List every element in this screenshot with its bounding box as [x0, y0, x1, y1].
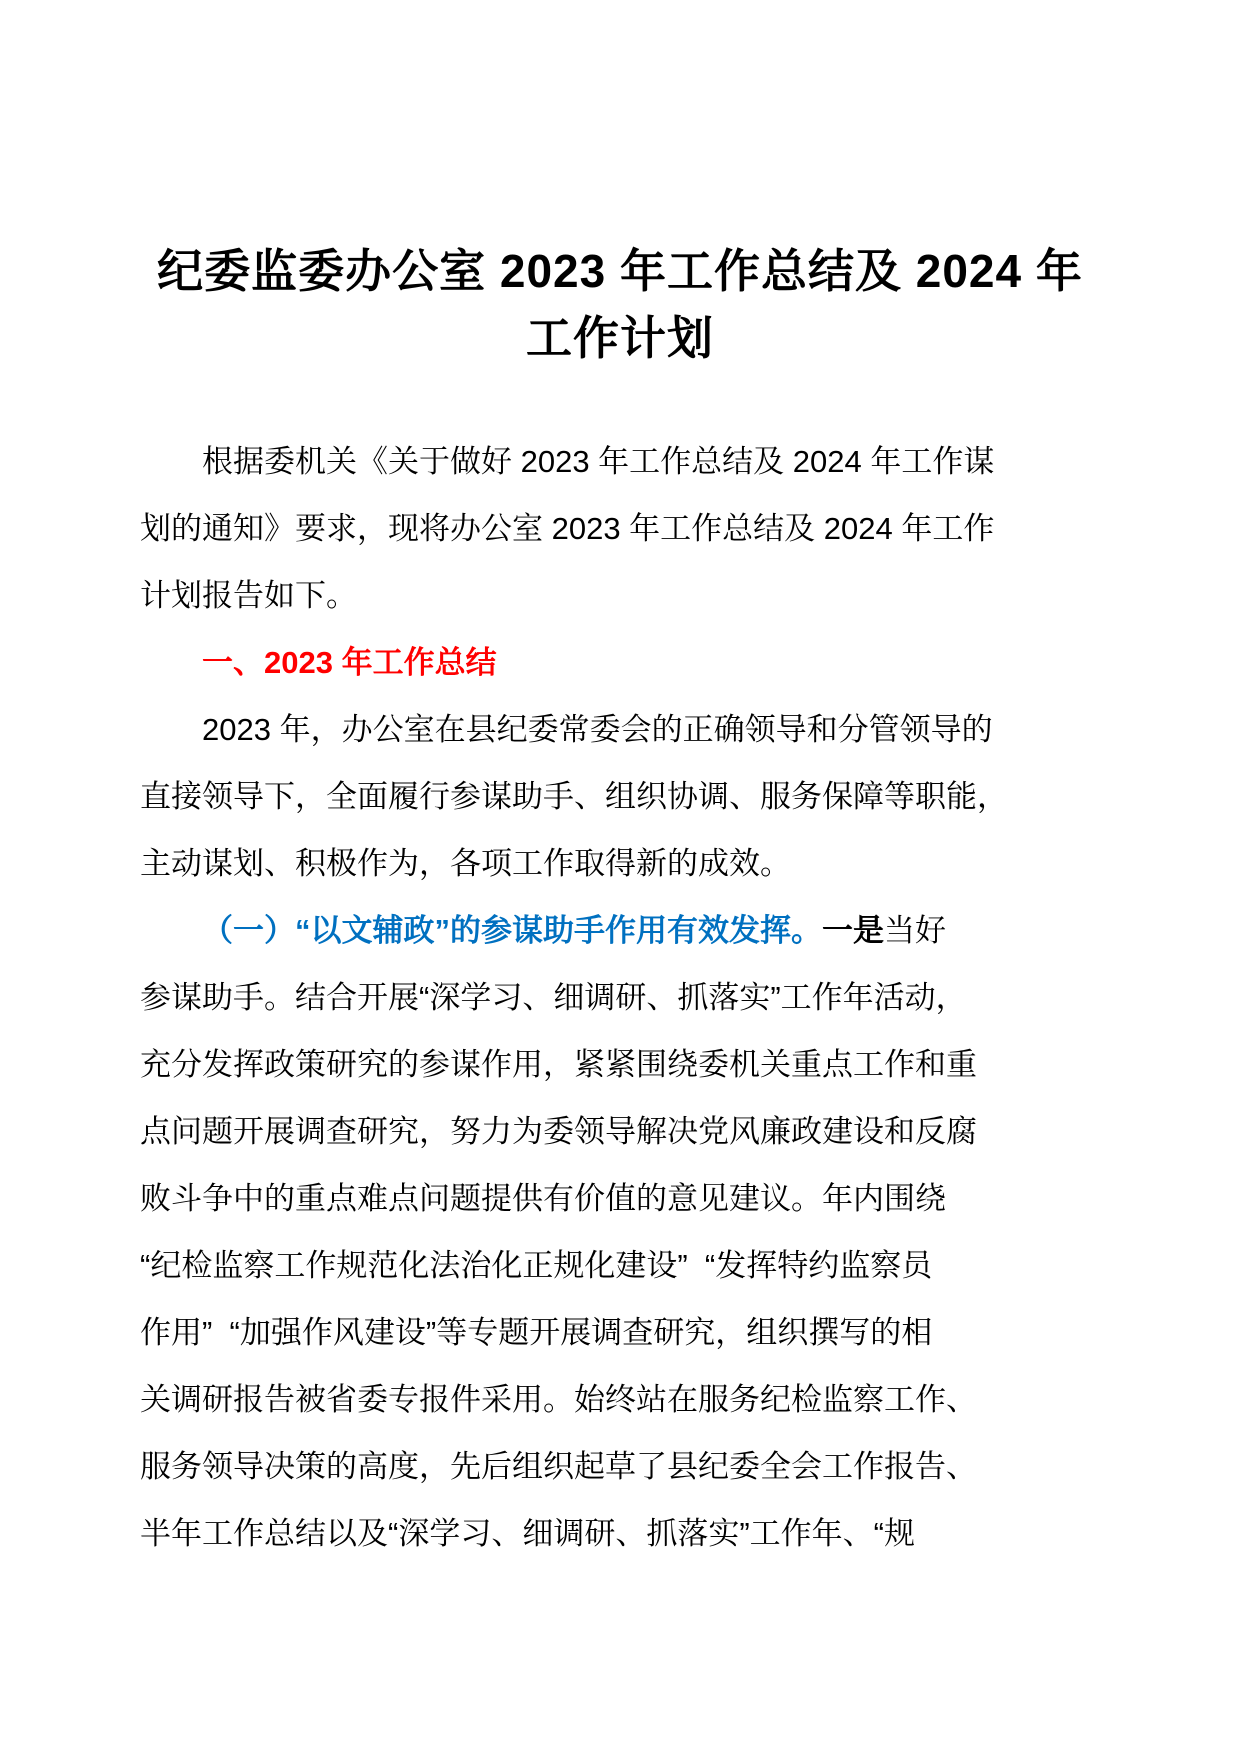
summary-paragraph: [140, 696, 1100, 897]
paragraph-line: 计划报告如下。: [140, 578, 357, 613]
paragraph-line: 半年工作总结以及“深学习、细调研、抓落实”工作年、“规: [140, 1516, 915, 1551]
paragraph-line: 2023 年，办公室在县纪委常委会的正确领导和分管领导的: [202, 712, 993, 747]
paragraph-line: 参谋助手。结合开展“深学习、细调研、抓落实”工作年活动，: [140, 980, 967, 1015]
section-heading-red: 一、2023 年工作总结: [202, 645, 497, 680]
document-title-line-1: 纪委监委办公室 2023 年工作总结及 2024 年: [157, 245, 1083, 297]
paragraph-line: 点问题开展调查研究，努力为委领导解决党风廉政建设和反腐: [140, 1114, 977, 1149]
paragraph-line: 服务领导决策的高度，先后组织起草了县纪委全会工作报告、: [140, 1449, 977, 1484]
paragraph-line: 主动谋划、积极作为，各项工作取得新的成效。: [140, 846, 791, 881]
paragraph-line: 划的通知》要求，现将办公室 2023 年工作总结及 2024 年工作: [140, 511, 995, 546]
paragraph-line: 作用” “加强作风建设”等专题开展调查研究，组织撰写的相: [140, 1315, 933, 1350]
document-title: [140, 238, 1100, 372]
paragraph-line: 充分发挥政策研究的参谋作用，紧紧围绕委机关重点工作和重: [140, 1047, 977, 1082]
paragraph-line: 根据委机关《关于做好 2023 年工作总结及 2024 年工作谋: [202, 444, 995, 479]
paragraph-line: [140, 897, 1100, 964]
sub-heading-blue: （一）“以文辅政”的参谋助手作用有效发挥。: [202, 913, 822, 948]
paragraph-text: 当好: [884, 913, 946, 948]
document-body: [140, 428, 1100, 1567]
paragraph-line: 关调研报告被省委专报件采用。始终站在服务纪检监察工作、: [140, 1382, 977, 1417]
paragraph-line: 直接领导下，全面履行参谋助手、组织协调、服务保障等职能，: [140, 779, 1008, 814]
document-title-line-2: 工作计划: [526, 312, 714, 364]
paragraph-line: “纪检监察工作规范化法治化正规化建设” “发挥特约监察员: [140, 1248, 933, 1283]
emphasis-bold: 一是: [822, 913, 884, 948]
subsection-paragraph: [140, 897, 1100, 1567]
paragraph-line: 败斗争中的重点难点问题提供有价值的意见建议。年内围绕: [140, 1181, 946, 1216]
intro-paragraph: [140, 428, 1100, 629]
